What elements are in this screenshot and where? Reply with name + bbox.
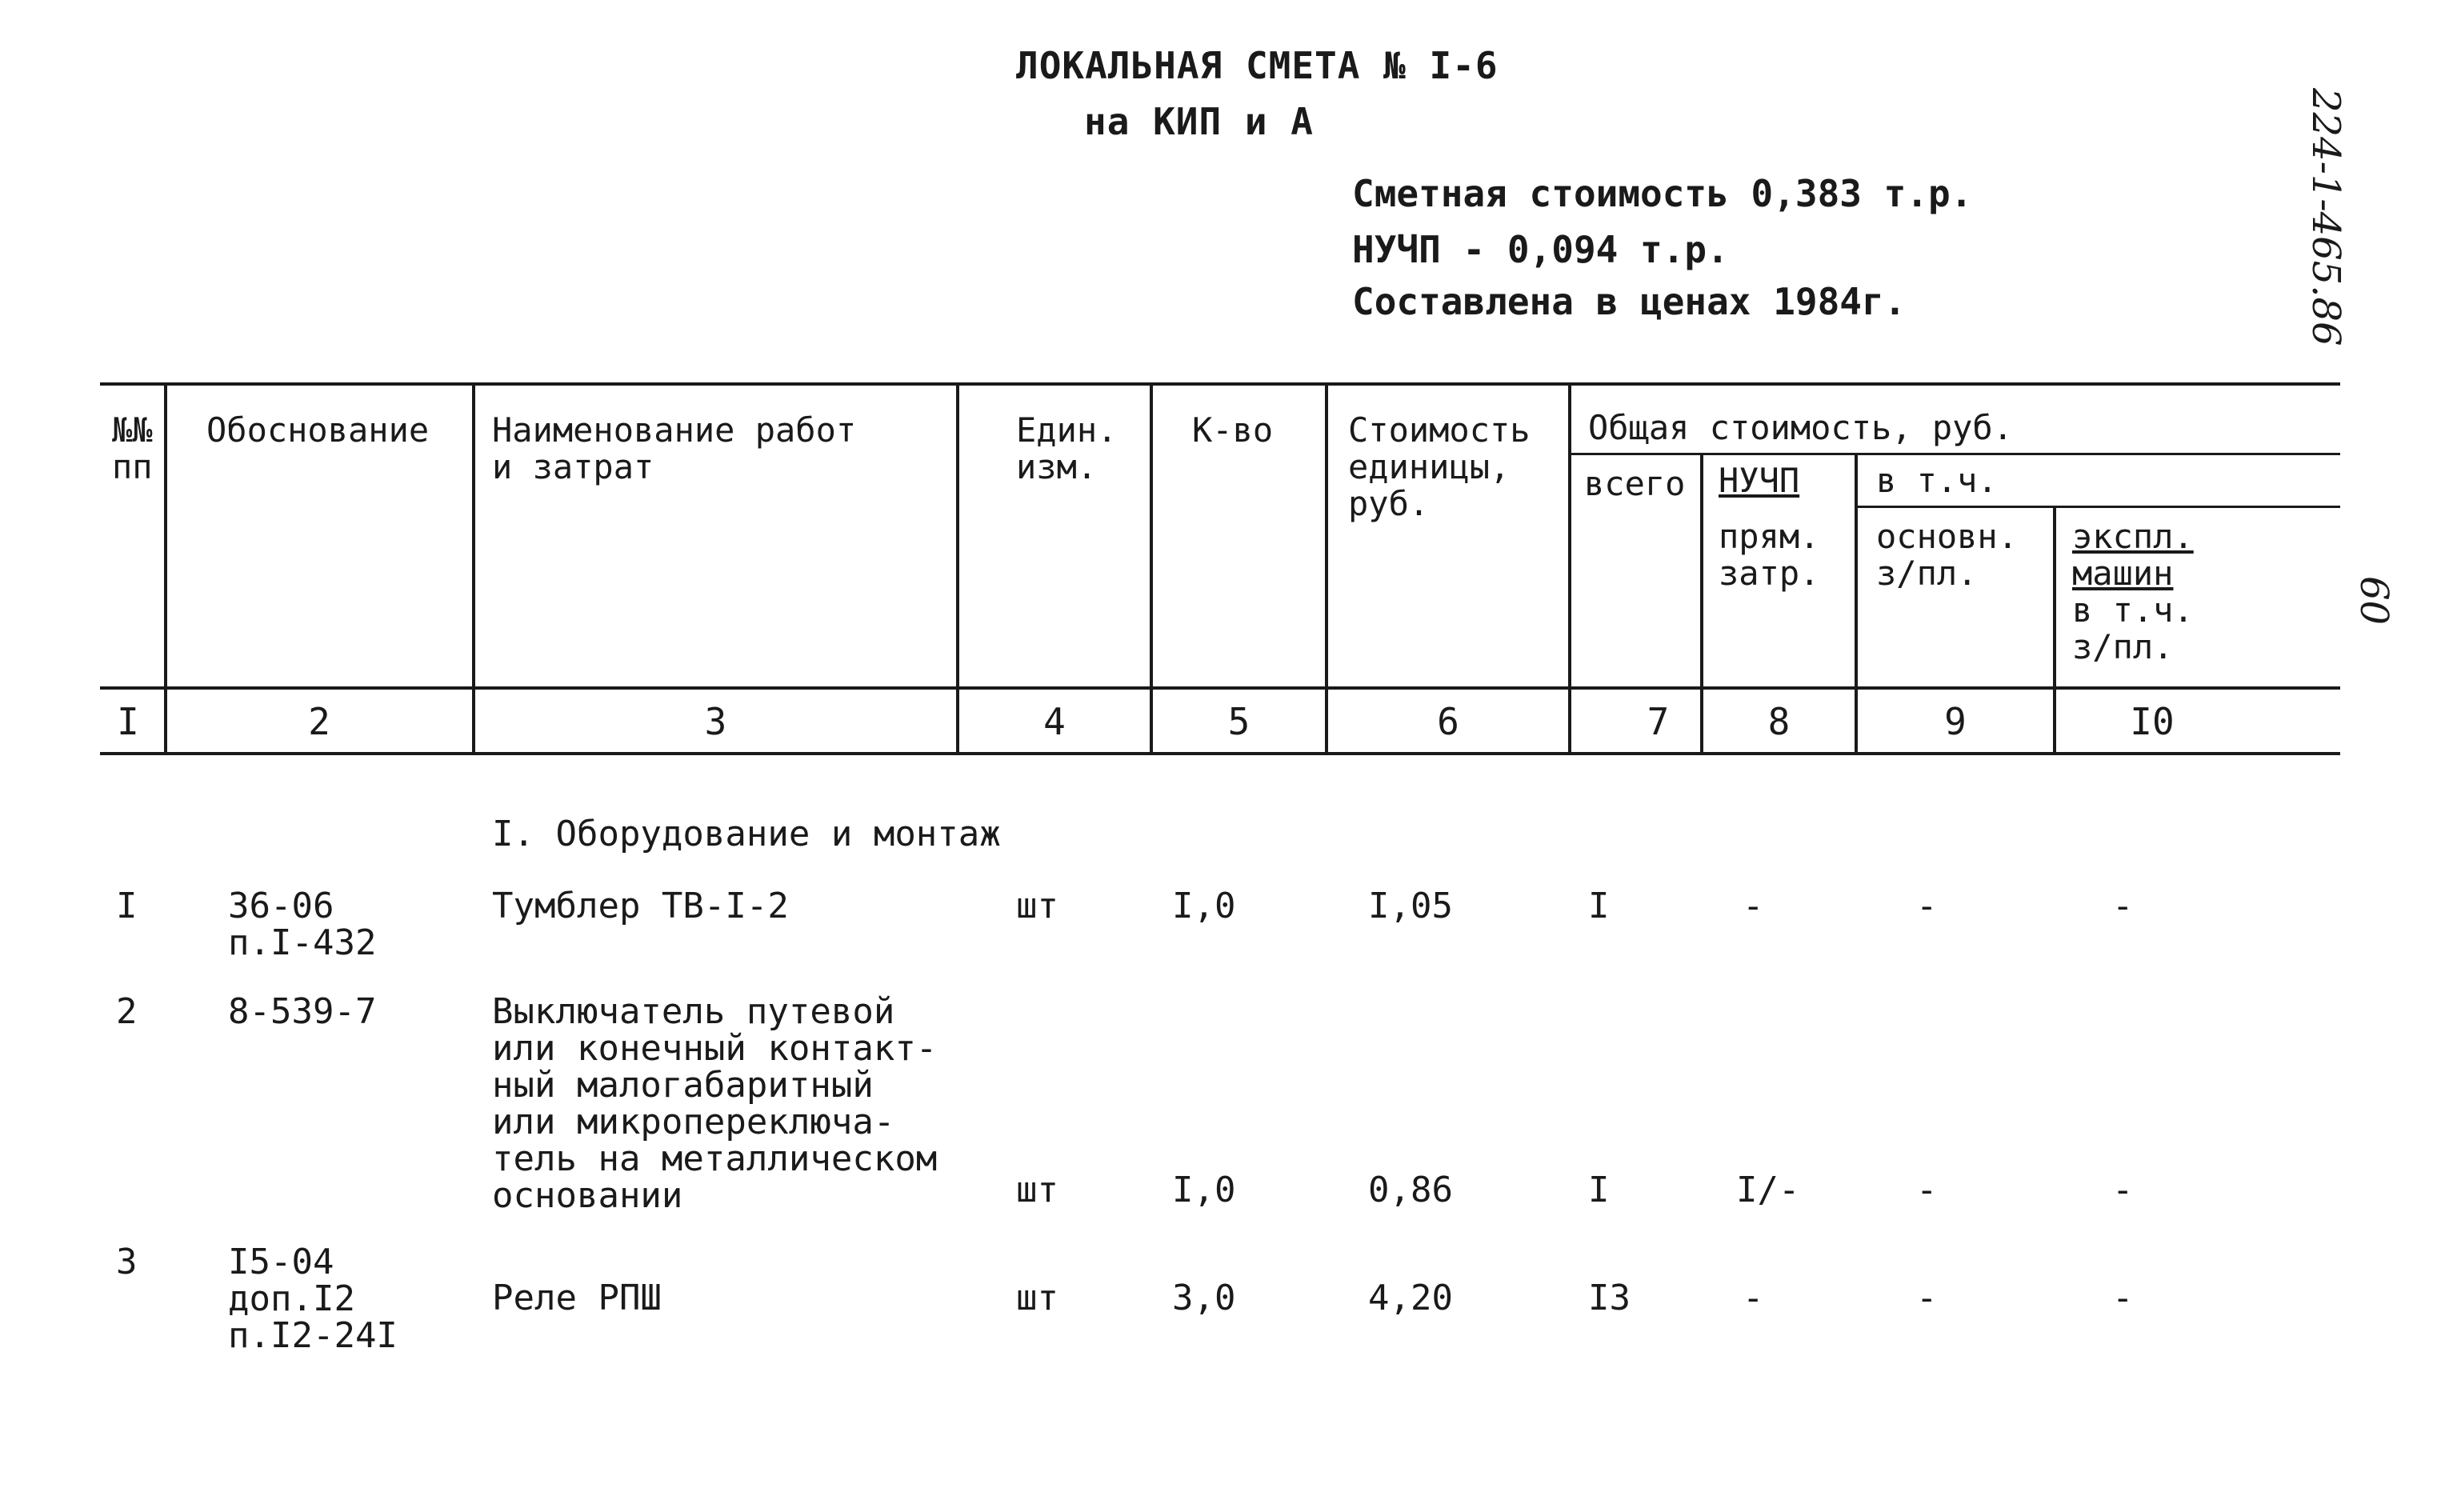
nuchp-cost: НУЧП - 0,094 т.р. <box>1352 228 1729 271</box>
header-qty: К-во <box>1192 410 1274 450</box>
row-qty: I,0 <box>1172 886 1236 926</box>
document-subtitle: на КИП и А <box>1084 100 1314 143</box>
header-unit-cost: Стоимость единицы, руб. <box>1348 410 1531 523</box>
header-total-group: Общая стоимость, руб. <box>1588 408 2014 447</box>
row-total: I <box>1588 1170 1610 1210</box>
column-number: 7 <box>1647 700 1670 743</box>
margin-code-note: 224-1-465.86 <box>2303 88 2348 346</box>
column-number: 3 <box>704 700 727 743</box>
row-unit-cost: I,05 <box>1368 886 1453 926</box>
header-machines-wages: в т.ч. з/пл. <box>2072 590 2194 666</box>
row-unit: шт <box>1016 1170 1058 1210</box>
row-unit: шт <box>1016 886 1058 926</box>
header-wages: основн. з/пл. <box>1876 517 2019 593</box>
column-number: 9 <box>1944 700 1967 743</box>
total-group-rule <box>1568 453 2340 455</box>
section-heading: I. Оборудование и монтаж <box>492 814 1001 854</box>
row-total: I3 <box>1588 1278 1631 1318</box>
row-wages: - <box>1916 1170 1938 1210</box>
column-number: 8 <box>1767 700 1791 743</box>
header-incl: в т.ч. <box>1876 461 1998 500</box>
row-direct: - <box>1743 886 1764 926</box>
column-number: 5 <box>1227 700 1251 743</box>
row-direct: I/- <box>1736 1170 1800 1210</box>
row-qty: 3,0 <box>1172 1278 1236 1318</box>
incl-rule <box>1855 506 2340 508</box>
estimated-cost: Сметная стоимость 0,383 т.р. <box>1352 172 1973 215</box>
row-wages: - <box>1916 886 1938 926</box>
row-wages: - <box>1916 1278 1938 1318</box>
row-machines: - <box>2112 1170 2134 1210</box>
page-number: 60 <box>2351 576 2396 626</box>
col-divider <box>1568 382 1571 755</box>
row-name: Реле РПШ <box>492 1278 662 1318</box>
row-unit-cost: 4,20 <box>1368 1278 1453 1318</box>
row-num: 3 <box>116 1242 138 1282</box>
header-direct: прям. затр. <box>1719 517 1820 593</box>
header-total: всего <box>1584 464 1686 503</box>
row-machines: - <box>2112 1278 2134 1318</box>
numbers-bottom-rule <box>100 752 2340 755</box>
row-qty: I,0 <box>1172 1170 1236 1210</box>
row-direct: - <box>1743 1278 1764 1318</box>
row-machines: - <box>2112 886 2134 926</box>
column-number: 6 <box>1437 700 1459 743</box>
header-bottom-rule <box>100 686 2340 690</box>
row-num: 2 <box>116 991 138 1032</box>
row-unit-cost: 0,86 <box>1368 1170 1453 1210</box>
row-name: Выключатель путевой или конечный контакт- ный малогабаритный или микропереключа- тель на металлическом основании <box>492 991 938 1216</box>
header-unit: Един. изм. <box>1016 410 1118 486</box>
row-basis: 8-539-7 <box>228 991 377 1032</box>
row-basis: 36-06 п.I-432 <box>228 886 377 963</box>
header-machines: экспл. машин <box>2072 517 2194 593</box>
column-number: I0 <box>2130 700 2175 743</box>
header-basis: Обоснование <box>206 410 430 450</box>
table-top-rule <box>100 382 2340 386</box>
column-number: 4 <box>1043 700 1066 743</box>
row-unit: шт <box>1016 1278 1058 1318</box>
header-num: №№ пп <box>112 410 153 486</box>
column-number: I <box>117 700 139 743</box>
column-number: 2 <box>308 700 330 743</box>
row-basis: I5-04 доп.I2 п.I2-24I <box>228 1242 398 1356</box>
header-name: Наименование работ и затрат <box>492 410 857 486</box>
row-name: Тумблер ТВ-I-2 <box>492 886 789 926</box>
document-title: ЛОКАЛЬНАЯ СМЕТА № I-6 <box>1016 44 1499 87</box>
row-total: I <box>1588 886 1610 926</box>
price-basis: Составлена в ценах 1984г. <box>1352 280 1907 323</box>
row-num: I <box>116 886 138 926</box>
header-nuchp: НУЧП <box>1719 461 1800 500</box>
